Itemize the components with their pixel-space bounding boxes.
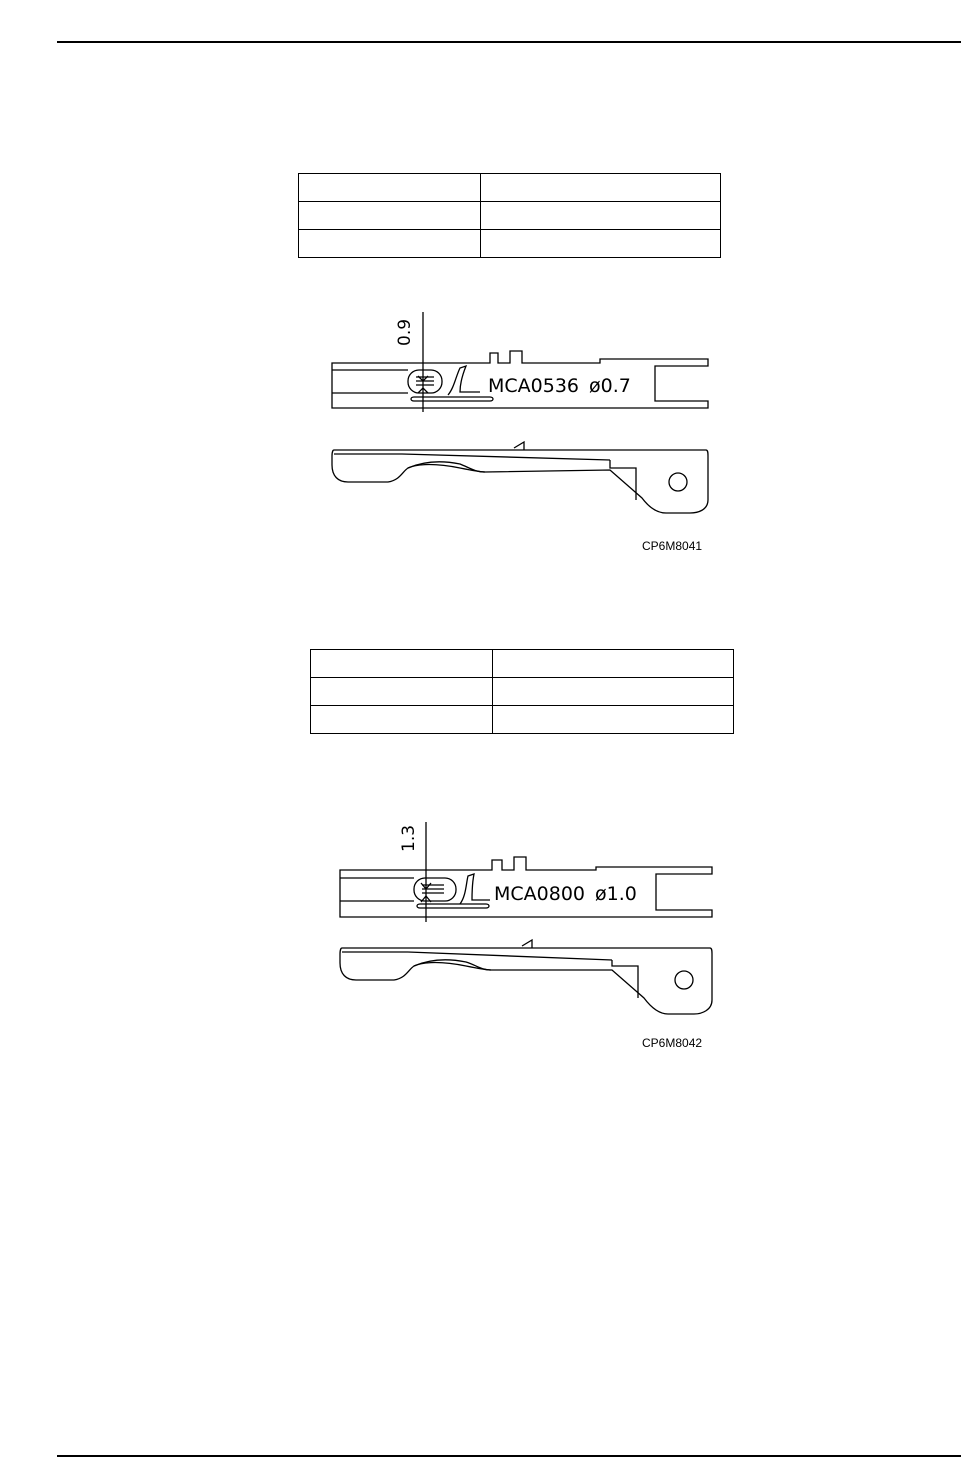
table-cell <box>299 202 481 230</box>
table-cell <box>493 678 734 706</box>
spring-finger <box>448 366 480 395</box>
tool-side-view-outline <box>332 450 708 513</box>
spring-finger <box>460 874 490 904</box>
table-row <box>299 230 721 258</box>
diameter-marking: ø1.0 <box>595 883 637 905</box>
spec-table-2 <box>310 649 734 734</box>
dimension-label: 1.3 <box>399 824 419 852</box>
table-cell <box>311 650 493 678</box>
footer-rule <box>57 1455 961 1457</box>
table-row <box>299 174 721 202</box>
table-row <box>299 202 721 230</box>
figure-code: CP6M8042 <box>642 1036 703 1050</box>
table-cell <box>299 230 481 258</box>
tool-side-view-outline <box>340 948 712 1014</box>
table-cell <box>481 230 721 258</box>
header-rule <box>57 41 961 43</box>
part-marking: MCA0800 <box>494 883 586 905</box>
table-row <box>311 706 734 734</box>
dimension-label: 0.9 <box>395 318 415 346</box>
diameter-marking: ø0.7 <box>589 375 631 397</box>
contact-tool-drawing-1 <box>310 300 720 525</box>
pivot-hole <box>675 971 693 989</box>
table-cell <box>311 706 493 734</box>
table-cell <box>493 650 734 678</box>
figure-code: CP6M8041 <box>642 539 703 553</box>
spec-table-1 <box>298 173 721 258</box>
contact-tool-drawing-2 <box>316 810 726 1035</box>
table-cell <box>493 706 734 734</box>
table-cell <box>311 678 493 706</box>
pivot-hole <box>669 473 687 491</box>
table-cell <box>299 174 481 202</box>
table-cell <box>481 202 721 230</box>
table-row <box>311 650 734 678</box>
table-row <box>311 678 734 706</box>
part-marking: MCA0536 <box>488 375 580 397</box>
table-cell <box>481 174 721 202</box>
